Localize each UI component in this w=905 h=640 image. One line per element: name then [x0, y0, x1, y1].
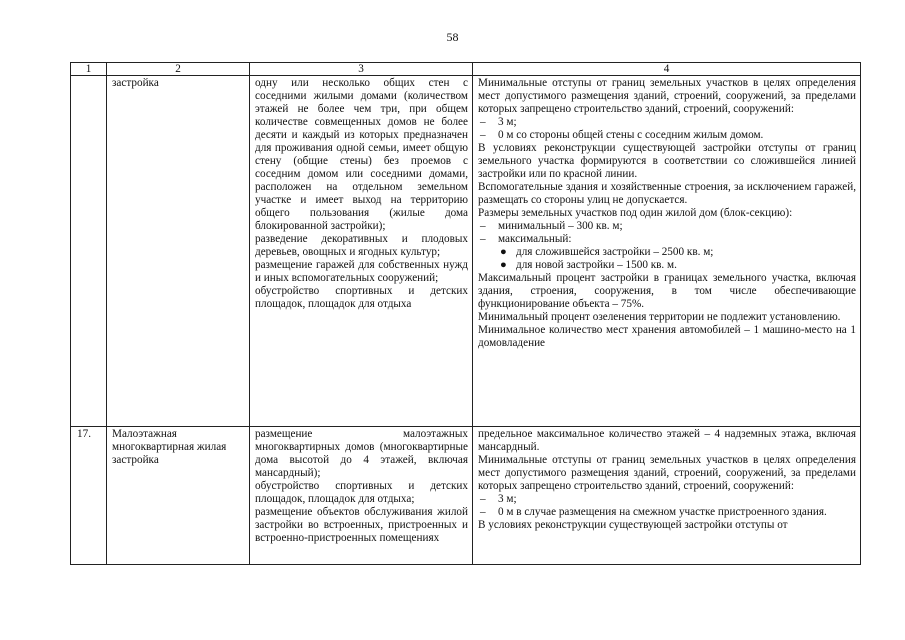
- dash-item: – 3 м;: [480, 493, 517, 505]
- param-text: Размеры земельных участков под один жилой дом (блок-секцию):: [478, 207, 793, 219]
- dash-icon: –: [480, 220, 486, 232]
- dash-icon: –: [480, 116, 486, 128]
- bullet-icon: ●: [500, 259, 507, 271]
- description-item: размещение гаражей для собственных нужд и иных вспомогательных сооружений;: [255, 259, 468, 284]
- description-item: размещение объектов обслуживания жилой застройки во встроенных, пристроенных и встроенно-пристроенных помещениях: [255, 506, 468, 544]
- use-type-name: Малоэтажная многоквартирная жилая застройка: [107, 427, 250, 565]
- param-text: предельное максимальное количество этажей – 4 надземных этажа, включая мансардный.: [478, 428, 856, 453]
- row-number: [71, 76, 107, 427]
- bullet-item: ● для новой застройки – 1500 кв. м.: [500, 259, 677, 271]
- param-text: В условиях реконструкции существующей застройки отступы от: [478, 519, 788, 531]
- zoning-table: [70, 62, 861, 565]
- header-col-4: 4: [473, 63, 861, 76]
- bullet-icon: ●: [500, 246, 507, 258]
- dash-icon: –: [480, 129, 486, 141]
- param-text: Минимальный процент озеленения территории не подлежит установлению.: [478, 311, 841, 323]
- header-col-2: 2: [107, 63, 250, 76]
- description-item: одну или несколько общих стен с соседними жилыми домами (количеством этажей не более чем три, при общем количестве совмещенных домов не более десяти и каждый из которых предназначен для проживания одной семьи, имеет общую стену (общие стены) без проемов с соседним домом или соседними домами, расположен на отдельном земельном участке и имеет выход на территорию общего пользования (жилые дома блокированной застройки);: [255, 77, 468, 232]
- table-header-row: [71, 63, 861, 76]
- param-text: Минимальное количество мест хранения автомобилей – 1 машино-место на 1 домовладение: [478, 324, 856, 349]
- use-type-name: застройка: [107, 76, 250, 427]
- table-row: [71, 76, 861, 427]
- dash-icon: –: [480, 233, 486, 245]
- use-description: [250, 76, 473, 427]
- use-description: [250, 427, 473, 565]
- parameters: [473, 427, 861, 565]
- page-number: 58: [446, 30, 459, 44]
- header-col-1: 1: [71, 63, 107, 76]
- param-text: В условиях реконструкции существующей застройки отступы от границ земельного участка формируются в соответствии со сложившейся линией застройки или по красной линии.: [478, 142, 856, 180]
- header-col-3: 3: [250, 63, 473, 76]
- description-item: размещение малоэтажных многоквартирных домов (многоквартирные дома высотой до 4 этажей, включая мансардный);: [255, 428, 468, 479]
- description-item: разведение декоративных и плодовых деревьев, овощных и ягодных культур;: [255, 233, 468, 258]
- param-text: Минимальные отступы от границ земельных участков в целях определения мест допустимого размещения зданий, строений, сооружений, за пределами которых запрещено строительство зданий, строений, сооружений:: [478, 454, 856, 492]
- description-item: обустройство спортивных и детских площадок, площадок для отдыха: [255, 285, 468, 310]
- dash-item: – минимальный – 300 кв. м;: [480, 220, 623, 232]
- param-text: Вспомогательные здания и хозяйственные строения, за исключением гаражей, размещать со стороны улиц не допускается.: [478, 181, 856, 206]
- table-row: [71, 427, 861, 565]
- parameters: [473, 76, 861, 427]
- dash-item: – 3 м;: [480, 116, 517, 128]
- param-text: Максимальный процент застройки в границах земельного участка, включая здания, строения, сооружения, в том числе обеспечивающие функционирование объекта – 75%.: [478, 272, 856, 310]
- param-text: Минимальные отступы от границ земельных участков в целях определения мест допустимого размещения зданий, строений, сооружений, за пределами которых запрещено строительство зданий, строений, сооружений:: [478, 77, 856, 115]
- bullet-item: ● для сложившейся застройки – 2500 кв. м;: [500, 246, 714, 258]
- dash-icon: –: [480, 506, 486, 518]
- dash-item: – максимальный:: [480, 233, 572, 245]
- dash-item: – 0 м в случае размещения на смежном участке пристроенного здания.: [480, 506, 827, 518]
- description-item: обустройство спортивных и детских площадок, площадок для отдыха;: [255, 480, 468, 505]
- dash-icon: –: [480, 493, 486, 505]
- row-number: 17.: [71, 427, 107, 565]
- dash-item: – 0 м со стороны общей стены с соседним жилым домом.: [480, 129, 764, 141]
